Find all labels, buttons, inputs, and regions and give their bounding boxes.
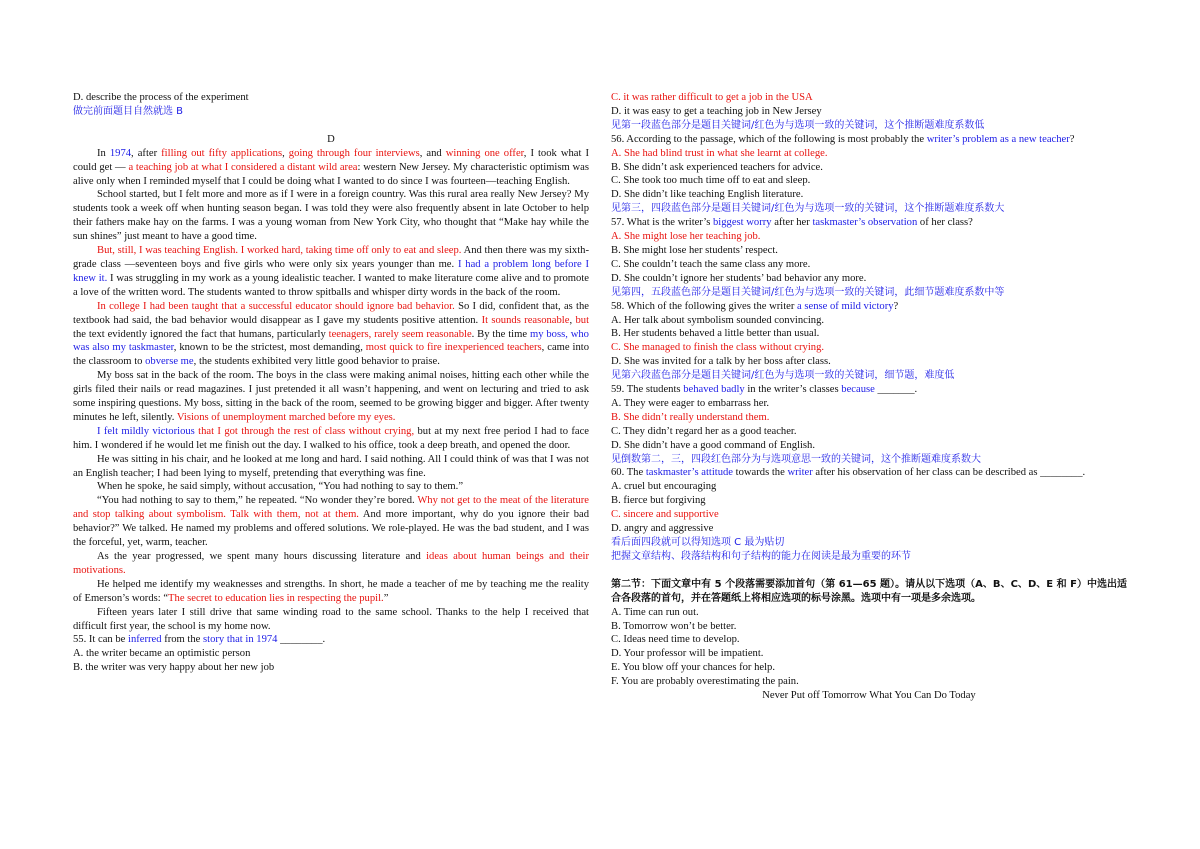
text-segment: a sense of mild victory [797,300,894,312]
text-segment: writer [787,467,813,479]
question-58-option-d: D. She was invited for a talk by her boss after class. [611,356,831,368]
text-segment: behaved badly [683,384,745,396]
question-55-note: 见第一段蓝色部分是题目关键词/红色为与选项一致的关键词，这个推断题难度系数低 [611,119,985,131]
text-segment: obverse me [145,356,194,368]
text-segment: teenagers, rarely seem reasonable [328,328,472,340]
text-segment: My boss sat in the back of the room. The boys in the class were making animal noises, hitting each other while the girls filed their nails or read magazines. I just pretended it all wasn’t happening, and went on lecturing and tried to ask some inspiring questions. My boss, sitting in the back of the room, seemed to be growing bigger and bigger. After twenty minutes he left, silently. [73,370,589,423]
question-59-option-b: B. She didn’t really understand them. [611,411,770,423]
q54-answer-note: 做完前面题目自然就选 B [73,105,184,117]
text-segment: , [569,314,576,326]
text-segment: after her [771,217,813,229]
text-segment: ? [1069,133,1075,145]
text-segment: winning one offer [445,147,524,159]
question-59-option-c: C. They didn’t regard her as a good teacher. [611,425,797,437]
text-segment: When he spoke, he said simply, without accusation, “You had nothing to say to them.” [97,481,464,493]
question-60-option-c: C. sincere and supportive [611,509,719,521]
text-segment: of her class? [917,217,973,229]
text-segment: , after [131,147,162,159]
text-segment: a teaching job at what I considered a distant wild area [128,161,358,173]
text-segment: but at my next free period I had to face him. I wondered if he would let me finish out the day. I walked to his office, took a deep breath, and opened the door. [73,425,590,451]
question-56-option-d: D. She didn’t like teaching English literature. [611,189,804,201]
text-segment: , known to be the strictest, most demanding, [173,342,366,354]
question-57-note: 见第四，五段蓝色部分是题目关键词/红色为与选项一致的关键词，此细节题难度系数中等 [611,286,1005,298]
article-title: Never Put off Tomorrow What You Can Do Today [762,690,976,702]
question-58-option-b: B. Her students behaved a little better than usual. [611,328,820,340]
text-segment: ideas about human beings and their motivations. [73,551,589,576]
passage-paragraph-4 [73,300,589,370]
text-segment: my boss, who was also my taskmaster [73,328,589,354]
text-segment: I was struggling in my work as a young idealistic teacher. I wanted to make literature come alive and to promote a love of the written word. The students wanted to throw spitballs and whisper dirty words in the back of the room. [73,272,589,298]
text-segment: And more important, why do you ignore their bad behavior?” We talked. He named my problems and offered solutions. We role-played. He was the bad student, and I was the forceful, yet, warm, teacher. [73,509,589,549]
text-segment: because [841,384,875,396]
text-segment: . By the time [471,328,530,340]
section-2-instruction: 第二节：下面文章中有 5 个段落需要添加首句（第 61—65 题）。请从以下选项（A、B、C、D、E 和 F）中选出适合各段落的首句，并在答题纸上将相应选项的标号涂黑。选项中有一项是多余选项。 [611,578,1127,604]
question-60-option-b: B. fierce but forgiving [611,495,706,507]
text-segment: in the writer’s classes [744,384,842,396]
question-60-option-d: D. angry and aggressive [611,523,714,535]
text-segment: taskmaster’s attitude [645,467,734,479]
text-segment: I had a problem long before I knew it. [73,258,589,284]
text-segment: writer’s problem as a new teacher [926,133,1070,145]
passage-paragraph-10 [73,550,589,578]
text-segment: And then there was my sixth-grade class —seventeen boys and five girls who were only six years younger than me. [73,245,589,270]
text-segment: In college I had been taught that a successful educator should ignore bad behavior. [97,300,455,312]
text-segment: inferred [128,634,162,646]
question-57-option-a: A. She might lose her teaching job. [611,231,761,243]
text-segment: So I did, confident that, as the textbook had said, the bad behavior would disappear as I gave my students positive attention. [73,300,589,326]
passage-paragraph-1 [73,147,589,189]
text-segment: , [282,147,289,159]
passage-paragraph-12 [73,606,589,634]
text-segment: 59. The students [611,384,684,396]
text-segment: He helped me identify my weaknesses and strengths. In short, he made a teacher of me by teaching me the reality of Emerson’s words: “ [73,578,589,604]
text-segment: 55. It can be [73,634,129,646]
text-segment: : western New Jersey. My characteristic optimism was alive only when I reminded myself that I could be doing what I wanted to do since I was fourteen—teaching English. [73,161,589,187]
question-55-option-d: D. it was easy to get a teaching job in New Jersey [611,105,822,117]
question-55-option-a: A. the writer became an optimistic person [73,648,251,660]
question-59-option-a: A. They were eager to embarrass her. [611,397,770,409]
passage-paragraph-9 [73,494,589,550]
text-segment: story that in 1974 [203,634,278,646]
text-segment: 1974 [109,147,132,159]
text-segment: 58. Which of the following gives the writer [611,300,798,312]
text-segment: the text evidently ignored the fact that humans, particularly [73,328,329,340]
question-56-option-a: A. She had blind trust in what she learnt at college. [611,147,828,159]
text-segment: 56. According to the passage, which of the following is most probably the [611,133,927,145]
question-55-stem [73,633,589,647]
text-segment: Fifteen years later I still drive that same winding road to the same school. Thanks to the help I received that difficult first year, the school is my home now. [73,606,589,632]
text-segment: 60. The [611,467,646,479]
heading-option-a: A. Time can run out. [611,606,699,618]
text-segment: He was sitting in his chair, and he looked at me long and hard. I said nothing. All I could think of was that I was not an English teacher; I had been lying to myself, pretending that everything was fine. [73,453,589,479]
passage-paragraph-7 [73,453,589,481]
question-56-option-b: B. She didn’t ask experienced teachers for advice. [611,161,823,173]
text-segment: Why not get to the meat of the literature and stop talking about symbolism. Talk with them, not at them. [73,495,589,521]
text-segment: I felt mildly victorious [97,425,195,437]
text-segment: filling out fifty applications [161,147,283,159]
text-segment: , came into the classroom to [73,342,589,368]
question-59-stem [611,383,1127,397]
text-segment: But, still, I was teaching English. I worked hard, taking time off only to eat and sleep. [97,245,462,257]
question-60-note-2: 把握文章结构、段落结构和句子结构的能力在阅读是最为重要的环节 [611,550,911,562]
text-segment: from the [161,634,204,646]
text-segment: In [97,147,110,159]
text-segment: ? [893,300,899,312]
text-segment: going through four interviews [288,147,420,159]
text-segment: The secret to education lies in respecting the pupil. [168,592,384,604]
question-60-stem [611,466,1127,480]
text-segment: after his observation of her class can be described as ________. [812,467,1086,479]
question-58-note: 见第六段蓝色部分是题目关键词/红色为与选项一致的关键词，细节题，难度低 [611,370,955,382]
passage-heading: D [327,133,335,145]
text-segment: , I took what I could get — [73,147,589,173]
question-55-option-b: B. the writer was very happy about her new job [73,662,275,674]
question-57-stem [611,216,1127,230]
question-59-option-d: D. She didn’t have a good command of English. [611,439,815,451]
passage-paragraph-2 [73,188,589,244]
text-segment: As the year progressed, we spent many hours discussing literature and [97,551,427,562]
text-segment: that I got through the rest of class without crying, [194,425,415,437]
heading-option-c: C. Ideas need time to develop. [611,634,740,646]
heading-option-f: F. You are probably overestimating the pain. [611,676,799,688]
text-segment: , the students exhibited very little good behavior to praise. [193,356,440,368]
text-segment: ” [383,592,389,604]
text-segment: School started, but I felt more and more as if I were in a foreign country. Was this rural area really New Jersey? My students took a week off when hunting season began. I was told they were also frequently absent in late October to help their fathers make hay on the farms. I was a young woman from New York City, who thought that “Make hay while the sun shines” just meant to have a good time. [73,189,589,243]
text-segment: most quick to fire inexperienced teachers [365,342,542,354]
text-segment: Visions of unemployment marched before my eyes. [176,411,396,423]
question-56-stem [611,133,1127,147]
question-55-option-c: C. it was rather difficult to get a job in the USA [611,92,813,103]
heading-option-e: E. You blow off your chances for help. [611,662,775,674]
left-column [73,91,589,675]
text-segment: It sounds reasonable [481,314,570,326]
question-57-option-d: D. She couldn’t ignore her students’ bad behavior any more. [611,272,867,284]
question-58-option-a: A. Her talk about symbolism sounded convincing. [611,314,825,326]
passage-paragraph-3 [73,244,589,300]
question-59-note: 见倒数第二，三，四段红色部分为与选项意思一致的关键词，这个推断题难度系数大 [611,453,981,465]
question-60-note-1: 看后面四段就可以得知选项 C 最为贴切 [611,537,785,548]
text-segment: but [575,314,590,326]
heading-option-b: B. Tomorrow won’t be better. [611,620,737,632]
text-segment: , and [419,147,446,159]
text-segment: “You had nothing to say to them,” he repeated. “No wonder they’re bored. [97,495,418,507]
passage-paragraph-11 [73,578,589,606]
text-segment: _______. [874,384,918,396]
question-56-option-c: C. She took too much time off to eat and sleep. [611,175,811,187]
heading-option-d: D. Your professor will be impatient. [611,648,764,660]
question-57-option-b: B. She might lose her students’ respect. [611,244,778,256]
passage-paragraph-6 [73,425,589,453]
text-segment: 57. What is the writer’s [611,217,713,229]
text-segment: ________. [277,634,326,646]
q54-option-d: D. describe the process of the experiment [73,92,249,103]
question-57-option-c: C. She couldn’t teach the same class any more. [611,258,811,270]
question-58-option-c: C. She managed to finish the class without crying. [611,342,825,354]
text-segment: taskmaster’s observation [812,217,918,229]
passage-paragraph-8 [73,480,589,494]
text-segment: biggest worry [713,217,772,229]
question-56-note: 见第三，四段蓝色部分是题目关键词/红色为与选项一致的关键词，这个推断题难度系数大 [611,203,1005,215]
right-column [611,91,1127,703]
question-58-stem [611,300,1127,314]
passage-paragraph-5 [73,369,589,425]
question-60-option-a: A. cruel but encouraging [611,481,717,493]
text-segment: towards the [733,467,788,479]
